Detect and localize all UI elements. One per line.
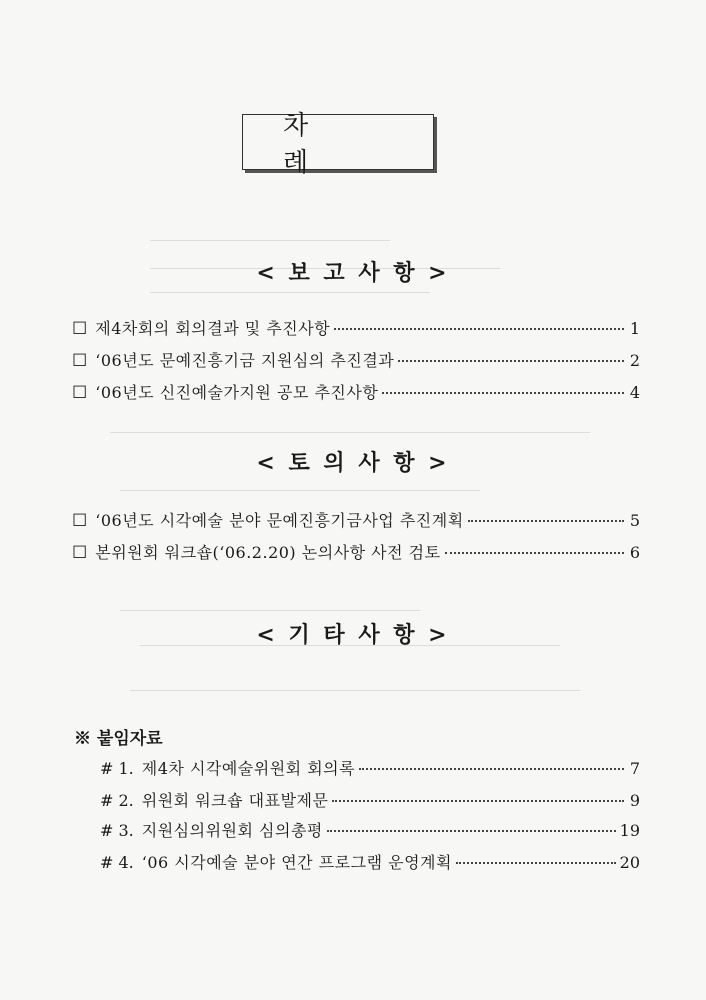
- attachment-page-number: 20: [619, 853, 640, 872]
- show-through-line: [120, 490, 480, 491]
- attachments-heading: ※ 붙임자료: [74, 729, 163, 749]
- attachment-title: 제4차 시각예술위원회 회의록: [141, 759, 356, 778]
- leader-dots: [359, 768, 624, 770]
- toc-row[interactable]: [72, 508, 640, 532]
- checkbox-icon: ☐: [72, 383, 88, 403]
- leader-dots: [382, 392, 624, 394]
- toc-page-number: 1: [629, 319, 640, 338]
- toc-page-number: 4: [629, 383, 640, 402]
- show-through-line: [110, 432, 590, 433]
- attachment-page-number: 9: [629, 791, 640, 810]
- report-section-heading: < 보 고 사 항 >: [256, 260, 450, 286]
- attachment-title: ‘06 시각예술 분야 연간 프로그램 운영계획: [141, 853, 452, 872]
- show-through-line: [150, 292, 430, 293]
- attachment-page-number: 19: [619, 821, 640, 840]
- toc-item-title: ‘06년도 문예진흥기금 지원심의 추진결과: [95, 351, 395, 370]
- attachment-row[interactable]: [100, 818, 640, 842]
- leader-dots: [332, 800, 624, 802]
- toc-row[interactable]: [72, 348, 640, 372]
- attachment-number: # 3.: [100, 821, 134, 840]
- show-through-line: [150, 240, 390, 241]
- toc-row[interactable]: [72, 316, 640, 340]
- attachment-title: 위원회 워크숍 대표발제문: [141, 791, 329, 810]
- toc-title-box: [242, 111, 434, 178]
- leader-dots: [334, 328, 624, 330]
- show-through-line: [120, 610, 420, 611]
- checkbox-icon: ☐: [72, 543, 88, 563]
- toc-item-title: 본위원회 워크숍(‘06.2.20) 논의사항 사전 검토: [95, 543, 441, 562]
- checkbox-icon: ☐: [72, 511, 88, 531]
- checkbox-icon: ☐: [72, 351, 88, 371]
- attachment-number: # 4.: [100, 853, 134, 872]
- discussion-section-heading: < 토 의 사 항 >: [256, 450, 450, 476]
- attachment-title: 지원심의위원회 심의총평: [141, 821, 323, 840]
- attachment-number: # 2.: [100, 791, 134, 810]
- toc-page-number: 6: [629, 543, 640, 562]
- checkbox-icon: ☐: [72, 319, 88, 339]
- show-through-line: [130, 690, 580, 691]
- leader-dots: [468, 520, 624, 522]
- attachment-row[interactable]: [100, 756, 640, 780]
- toc-item-title: ‘06년도 시각예술 분야 문예진흥기금사업 추진계획: [95, 511, 464, 530]
- toc-title: 차 례: [283, 111, 349, 178]
- attachment-page-number: 7: [629, 759, 640, 778]
- leader-dots: [456, 862, 616, 864]
- toc-row[interactable]: [72, 540, 640, 564]
- toc-item-title: ‘06년도 신진예술가지원 공모 추진사항: [95, 383, 379, 402]
- leader-dots: [327, 830, 616, 832]
- attachment-row[interactable]: [100, 788, 640, 812]
- toc-page-number: 2: [629, 351, 640, 370]
- toc-page-number: 5: [629, 511, 640, 530]
- toc-item-title: 제4차회의 회의결과 및 추진사항: [95, 319, 331, 338]
- leader-dots: [445, 552, 624, 554]
- attachment-row[interactable]: [100, 850, 640, 874]
- other-section-heading: < 기 타 사 항 >: [256, 622, 450, 648]
- leader-dots: [398, 360, 624, 362]
- toc-row[interactable]: [72, 380, 640, 404]
- attachment-number: # 1.: [100, 759, 134, 778]
